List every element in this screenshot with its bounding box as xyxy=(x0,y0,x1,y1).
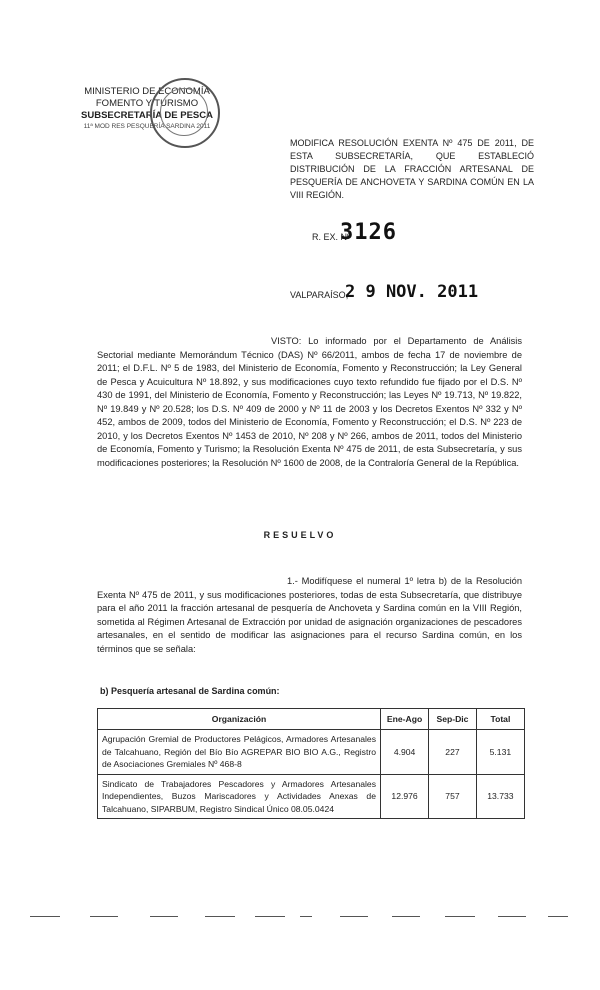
dateline-place: VALPARAÍSO, xyxy=(290,290,349,300)
resolution-article-1: 1.- Modifíquese el numeral 1º letra b) de la Resolución Exenta Nº 475 de 2011, y sus modificaciones posteriores, todas de esta Subsecretaría, que distribuye para el año 2011 la fracción artesanal de pesquería de Anchoveta y Sardina común en la VIII Región, sometida al Régimen Artesanal de Extracción por unidad de asignación organizaciones de pescadores artesanales, en el sentido de modificar las asignaciones para el recurso Sardina común, en los términos que se señala: xyxy=(97,576,522,654)
cell-sep-dic: 227 xyxy=(429,730,477,775)
cell-total: 5.131 xyxy=(476,730,524,775)
footer-initial-line xyxy=(300,916,312,917)
letterhead-reference: 11ª MOD RES PESQUERÍA SARDINA 2011 xyxy=(83,123,211,130)
table-row xyxy=(98,730,525,775)
dateline-date: 2 9 NOV. 2011 xyxy=(345,282,479,302)
resolution-number: 3126 xyxy=(340,220,397,245)
official-seal-icon xyxy=(150,78,220,148)
table-row xyxy=(98,774,525,819)
resolution-label: R. EX. Nº xyxy=(312,232,351,242)
cell-sep-dic: 757 xyxy=(429,774,477,819)
footer-initial-line xyxy=(150,916,178,917)
header-sep-dic: Sep-Dic xyxy=(429,709,477,730)
footer-initial-line xyxy=(340,916,368,917)
header-total: Total xyxy=(476,709,524,730)
footer-initial-line xyxy=(548,916,568,917)
official-seal-inner xyxy=(160,88,208,136)
footer-initial-line xyxy=(30,916,60,917)
resolution-subject: MODIFICA RESOLUCIÓN EXENTA Nº 475 DE 2011, DE ESTA SUBSECRETARÍA, QUE ESTABLECIÓ DISTRIBUCIÓN DE LA FRACCIÓN ARTESANAL DE PESQUERÍA DE ANCHOVETA Y SARDINA COMÚN EN LA VIII REGIÓN. xyxy=(290,138,534,200)
section-b-heading: b) Pesquería artesanal de Sardina común: xyxy=(100,686,280,696)
footer-initial-line xyxy=(445,916,475,917)
table-header-row xyxy=(98,709,525,730)
header-organizacion: Organización xyxy=(98,709,381,730)
allocation-table xyxy=(97,708,525,819)
footer-initial-line xyxy=(90,916,118,917)
resuelvo-heading: RESUELVO xyxy=(263,530,337,540)
header-ene-ago: Ene-Ago xyxy=(381,709,429,730)
footer-initial-line xyxy=(255,916,285,917)
letterhead-subsecretaria: SUBSECRETARÍA DE PESCA xyxy=(81,110,213,121)
cell-ene-ago: 4.904 xyxy=(381,730,429,775)
footer-initial-line xyxy=(205,916,235,917)
footer-initial-line xyxy=(392,916,420,917)
cell-organization: Sindicato de Trabajadores Pescadores y Armadores Artesanales Independientes, Buzos Mariscadores y Actividades Anexas de Talcahuano, SIPARBUM, Registro Sindical Único 08.05.0424 xyxy=(98,774,381,819)
letterhead-ministry: MINISTERIO DE ECONOMÍA xyxy=(84,86,210,97)
cell-total: 13.733 xyxy=(476,774,524,819)
cell-ene-ago: 12.976 xyxy=(381,774,429,819)
cell-organization: Agrupación Gremial de Productores Pelágicos, Armadores Artesanales de Talcahuano, Región del Bío Bío AGREPAR BIO BIO A.G., Registro de Asociaciones Gremiales Nº 468-8 xyxy=(98,730,381,775)
footer-initial-line xyxy=(498,916,526,917)
letterhead-fomento: FOMENTO Y TURISMO xyxy=(95,98,199,109)
visto-paragraph: VISTO: Lo informado por el Departamento de Análisis Sectorial mediante Memorándum Técnico (DAS) Nº 66/2011, ambos de fecha 17 de noviembre de 2011; el D.F.L. Nº 5 de 1983, del Ministerio de Economía, Fomento y Reconstrucción; la Ley General de Pesca y Acuicultura Nº 18.892, y sus modificaciones cuyo texto refundido fue fijado por el D.S. Nº 430 de 1991, del Ministerio de Economía, Fomento y Reconstrucción; las Leyes Nº 19.713, Nº 19.822, Nº 19.849 y Nº 20.528; los D.S. Nº 409 de 2000 y Nº 11 de 2003 y los Decretos Exentos Nº 332 y Nº 452, ambos de 2009, todos del Ministerio de Economía, Fomento y Reconstrucción; el D.S. Nº 223 de 2010, y los Decretos Exentos Nº 1453 de 2010, Nº 208 y Nº 266, ambos de 2011, todos del Ministerio de Economía, Fomento y Turismo; la Resolución Exenta Nº 475 de 2011, de esta Subsecretaría, y sus modificaciones posteriores; la Resolución Nº 1600 de 2008, de la Contraloría General de la República. xyxy=(97,336,522,468)
